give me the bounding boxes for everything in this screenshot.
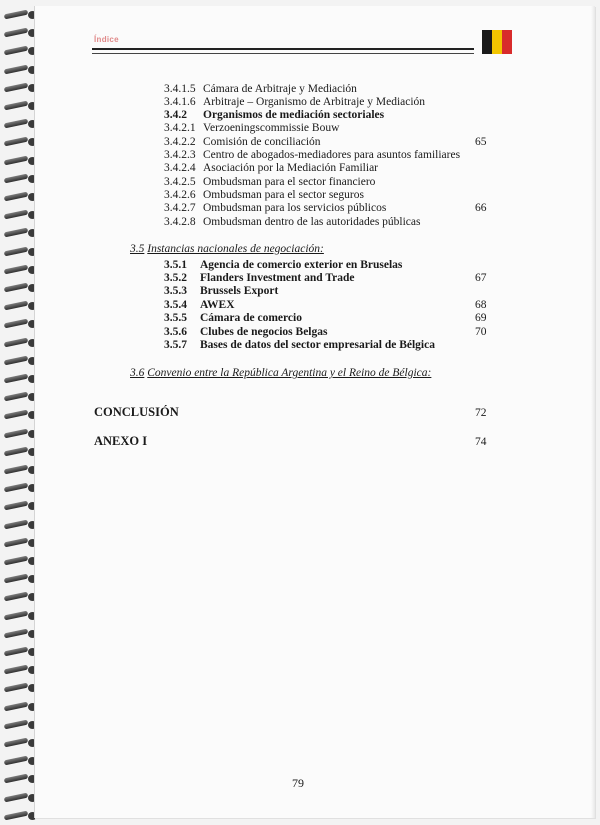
toc-entry-label: Cámara de comercio: [200, 312, 302, 325]
spiral-wire: [4, 337, 29, 347]
toc-entry-number: 3.4.2.5: [164, 175, 196, 188]
spiral-wire: [4, 446, 29, 456]
spiral-wire: [4, 810, 29, 820]
toc-entry-number: 3.5.5: [164, 312, 187, 325]
toc-entry-label: Agencia de comercio exterior en Bruselas: [200, 258, 403, 271]
spiral-wire: [4, 410, 29, 420]
page-edge: [591, 6, 595, 818]
toc-entry[interactable]: [164, 149, 460, 162]
spiral-wire: [4, 792, 29, 802]
toc-entry-number: 3.5.6: [164, 325, 187, 338]
toc-entry[interactable]: [164, 326, 327, 339]
spiral-wire: [4, 228, 29, 238]
toc-entry-label: Ombudsman para el sector seguros: [203, 188, 364, 201]
spiral-wire: [4, 774, 29, 784]
toc-entry[interactable]: [164, 136, 321, 149]
spiral-wire: [4, 428, 29, 438]
toc-conclusion[interactable]: CONCLUSIÓN: [94, 405, 179, 419]
belgium-flag-icon: [482, 30, 512, 54]
spiral-wire: [4, 392, 29, 402]
spiral-wire: [4, 574, 29, 584]
spiral-wire: [4, 610, 29, 620]
toc-entry-label: Organismos de mediación sectoriales: [203, 109, 385, 122]
toc-entry[interactable]: [164, 312, 302, 325]
flag-band-yellow: [492, 30, 502, 54]
spiral-wire: [4, 374, 29, 384]
spiral-wire: [4, 519, 29, 529]
toc-entry-label: Asociación por la Mediación Familiar: [203, 162, 379, 175]
toc-entry[interactable]: [164, 299, 235, 312]
toc-entry-number: 3.5.7: [164, 338, 187, 351]
toc-entry-number: 3.4.2.7: [164, 202, 196, 215]
spiral-wire: [4, 28, 29, 38]
spiral-wire: [4, 119, 29, 129]
section-3-6-heading[interactable]: [130, 367, 431, 380]
section-3-5-heading[interactable]: [130, 243, 324, 256]
toc-entry[interactable]: [164, 83, 357, 96]
toc-annex[interactable]: ANEXO I: [94, 434, 148, 448]
toc-entry[interactable]: [164, 339, 435, 352]
spiral-wire: [4, 264, 29, 274]
toc-entry[interactable]: [164, 259, 402, 272]
spiral-wire: [4, 46, 29, 56]
toc-entry-label: Cámara de Arbitraje y Mediación: [203, 82, 357, 95]
toc-entry-page: 69: [475, 312, 487, 325]
toc-entry[interactable]: [164, 96, 425, 109]
toc-entry-page: 68: [475, 298, 487, 311]
toc-entry[interactable]: [164, 216, 421, 229]
spiral-wire: [4, 64, 29, 74]
toc-entry[interactable]: [164, 109, 384, 122]
toc-entry-label: Ombudsman para el sector financiero: [203, 175, 376, 188]
spiral-wire: [4, 483, 29, 493]
flag-band-red: [502, 30, 512, 54]
section-3-6-label: Convenio entre la República Argentina y el Reino de Bélgica:: [147, 367, 432, 379]
section-3-5-number: 3.5: [130, 243, 145, 255]
toc-entry-label: Arbitraje – Organismo de Arbitraje y Mediación: [203, 95, 426, 108]
spiral-wire: [4, 537, 29, 547]
toc-entry[interactable]: [164, 176, 375, 189]
spiral-wire: [4, 192, 29, 202]
toc-entry-label: Ombudsman dentro de las autoridades públicas: [203, 215, 421, 228]
page-number: 79: [292, 776, 304, 790]
spiral-wire: [4, 355, 29, 365]
toc-entry-number: 3.4.1.5: [164, 82, 196, 95]
toc-entry-number: 3.5.4: [164, 298, 187, 311]
spiral-wire: [4, 173, 29, 183]
spiral-wire: [4, 738, 29, 748]
spiral-wire: [4, 556, 29, 566]
header-rule: [92, 48, 474, 50]
toc-entry[interactable]: [164, 189, 364, 202]
toc-entry-label: Clubes de negocios Belgas: [200, 325, 328, 338]
spiral-wire: [4, 701, 29, 711]
toc-entry[interactable]: [164, 272, 355, 285]
toc-entry-number: 3.4.2.4: [164, 162, 196, 175]
spiral-wire: [4, 101, 29, 111]
spiral-wire: [4, 155, 29, 165]
spiral-wire: [4, 10, 29, 20]
toc-entry-page: 65: [475, 135, 487, 148]
flag-band-black: [482, 30, 492, 54]
toc-entry[interactable]: [164, 202, 386, 215]
spiral-wire: [4, 683, 29, 693]
toc-entry-label: Verzoeningscommissie Bouw: [203, 122, 340, 135]
toc-entry-number: 3.4.2.8: [164, 215, 196, 228]
toc-entry-label: Bases de datos del sector empresarial de Bélgica: [200, 338, 435, 351]
toc-entry-label: Flanders Investment and Trade: [200, 271, 355, 284]
toc-entry-number: 3.5.1: [164, 258, 187, 271]
spiral-wire: [4, 246, 29, 256]
toc-entry-number: 3.4.1.6: [164, 95, 196, 108]
toc-annex-page: 74: [475, 436, 487, 448]
toc-entry-page: 67: [475, 271, 487, 284]
toc-entry-number: 3.4.2.1: [164, 122, 196, 135]
toc-entry-page: 66: [475, 202, 487, 215]
spiral-wire: [4, 628, 29, 638]
toc-entry-number: 3.4.2: [164, 109, 187, 122]
toc-entry-label: Comisión de conciliación: [203, 135, 321, 148]
toc-entry-number: 3.4.2.3: [164, 149, 196, 161]
spiral-wire: [4, 210, 29, 220]
section-3-5-label: Instancias nacionales de negociación:: [147, 243, 324, 255]
spiral-wire: [4, 647, 29, 657]
header-title: Índice: [94, 35, 119, 44]
spiral-wire: [4, 501, 29, 511]
spiral-wire: [4, 592, 29, 602]
spiral-wire: [4, 137, 29, 147]
toc-entry-number: 3.4.2.2: [164, 135, 196, 148]
spiral-wire: [4, 665, 29, 675]
toc-entry-number: 3.5.2: [164, 271, 187, 284]
spiral-wire: [4, 465, 29, 475]
spiral-wire: [4, 719, 29, 729]
toc-entry[interactable]: [164, 162, 378, 175]
toc-entry-label: Centro de abogados-mediadores para asuntos familiares: [203, 149, 461, 161]
toc-entry[interactable]: [164, 285, 278, 298]
spiral-wire: [4, 283, 29, 293]
spiral-wire: [4, 82, 29, 92]
toc-entry-number: 3.5.3: [164, 285, 187, 298]
toc-entry[interactable]: [164, 122, 339, 135]
toc-entry-number: 3.4.2.6: [164, 188, 196, 201]
toc-conclusion-page: 72: [475, 407, 487, 419]
spiral-wire: [4, 301, 29, 311]
spiral-wire: [4, 756, 29, 766]
toc-entry-label: Brussels Export: [200, 285, 279, 298]
toc-entry-label: Ombudsman para los servicios públicos: [203, 202, 387, 215]
header-rule-thin: [92, 53, 474, 54]
toc-entry-page: 70: [475, 325, 487, 338]
toc-entry-label: AWEX: [200, 298, 235, 311]
spiral-wire: [4, 319, 29, 329]
section-3-6-number: 3.6: [130, 367, 145, 379]
